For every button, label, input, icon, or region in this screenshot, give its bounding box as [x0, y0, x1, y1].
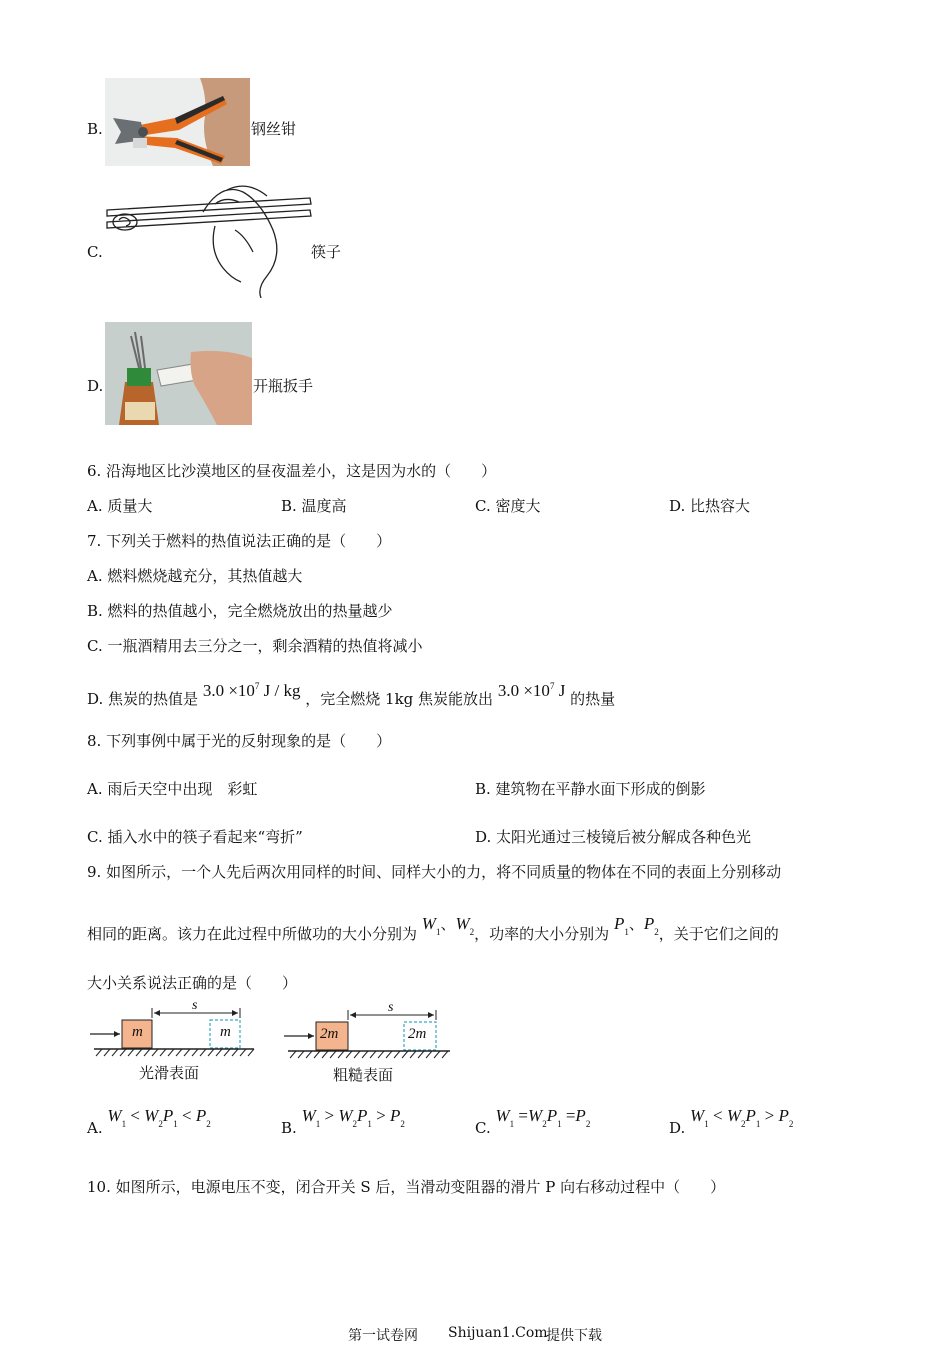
q7-stem: 7. 下列关于燃料的热值说法正确的是（ ）	[87, 532, 392, 550]
smooth-surface-diagram	[86, 998, 258, 1064]
rough-distance-label: s	[388, 1000, 394, 1015]
q9-option-a: A. $W_1 < W_2P_1 < P_2$	[87, 1106, 211, 1137]
heat-amount-formula: $3.0 \times 10^7$ J	[497, 681, 566, 700]
q7-option-b: B. 燃料的热值越小，完全燃烧放出的热量越少	[87, 602, 393, 620]
heat-value-formula: $3.0 \times 10^7$ J / kg	[202, 681, 301, 700]
bottle-opener-image	[105, 322, 252, 425]
q5-option-d-label: 开瓶扳手	[253, 377, 314, 395]
q8-option-a: A. 雨后天空中出现 彩虹	[87, 780, 258, 798]
power-symbols: $P_1$、$P_2$	[613, 914, 659, 937]
q7-option-d-middle: ，完全燃烧 1kg 焦炭能放出	[305, 690, 494, 708]
smooth-mass-ghost-label: m	[220, 1024, 231, 1040]
footer-domain: Shijuan1.Com	[448, 1325, 548, 1341]
q7-option-d-suffix: 的热量	[570, 690, 616, 708]
q9-option-c: C. $W_1 =W_2P_1 =P_2$	[475, 1106, 591, 1137]
smooth-distance-label: s	[192, 998, 198, 1013]
q5-option-b-letter: B.	[87, 120, 103, 138]
q6-option-d: D. 比热容大	[669, 497, 751, 515]
q8-stem: 8. 下列事例中属于光的反射现象的是（ ）	[87, 732, 392, 750]
q6-stem: 6. 沿海地区比沙漠地区的昼夜温差小，这是因为水的（ ）	[87, 462, 497, 480]
q5-option-c-letter: C.	[87, 243, 103, 261]
rough-surface-caption: 粗糙表面	[333, 1066, 394, 1084]
q6-option-b: B. 温度高	[281, 497, 347, 515]
q8-option-c: C. 插入水中的筷子看起来“弯折”	[87, 828, 303, 846]
q6-option-c: C. 密度大	[475, 497, 541, 515]
q5-option-b-label: 钢丝钳	[251, 120, 297, 138]
smooth-mass-label: m	[132, 1024, 143, 1040]
q7-option-d-prefix: D. 焦炭的热值是	[87, 690, 199, 708]
q9-option-b: B. $W_1 > W_2P_1 > P_2$	[281, 1106, 405, 1137]
footer-site-name: 第一试卷网	[348, 1328, 418, 1344]
rough-mass-ghost-label: 2m	[408, 1026, 427, 1042]
rough-mass-label: 2m	[320, 1026, 339, 1042]
footer-download: 提供下载	[546, 1328, 602, 1344]
q8-option-b: B. 建筑物在平静水面下形成的倒影	[475, 780, 706, 798]
chopsticks-image	[105, 180, 313, 298]
q5-option-c-label: 筷子	[311, 243, 342, 261]
q10-stem: 10. 如图所示，电源电压不变，闭合开关 S 后，当滑动变阻器的滑片 P 向右移动过程中（ ）	[87, 1178, 726, 1196]
pliers-image	[105, 78, 250, 166]
work-symbols: $W_1$、$W_2$	[421, 914, 475, 937]
q8-option-d: D. 太阳光通过三棱镜后被分解成各种色光	[475, 828, 752, 846]
q6-option-a: A. 质量大	[87, 497, 153, 515]
rough-surface-diagram	[282, 1000, 454, 1066]
q9-option-d: D. $W_1 < W_2P_1 > P_2$	[669, 1106, 794, 1137]
q7-option-c: C. 一瓶酒精用去三分之一，剩余酒精的热值将减小	[87, 637, 423, 655]
q9-stem-line1: 9. 如图所示，一个人先后两次用同样的时间、同样大小的力，将不同质量的物体在不同的表面上分别移动	[87, 863, 782, 881]
q7-option-a: A. 燃料燃烧越充分，其热值越大	[87, 567, 303, 585]
q9-stem-line2: 相同的距离。该力在此过程中所做功的大小分别为 $W_1$、$W_2$，功率的大小分别为 $P_1$、$P_2$，关于它们之间的	[87, 914, 779, 943]
q9-stem-line3: 大小关系说法正确的是（ ）	[87, 974, 298, 992]
q7-option-d	[87, 681, 616, 709]
smooth-surface-caption: 光滑表面	[139, 1064, 200, 1082]
q5-option-d-letter: D.	[87, 377, 104, 395]
